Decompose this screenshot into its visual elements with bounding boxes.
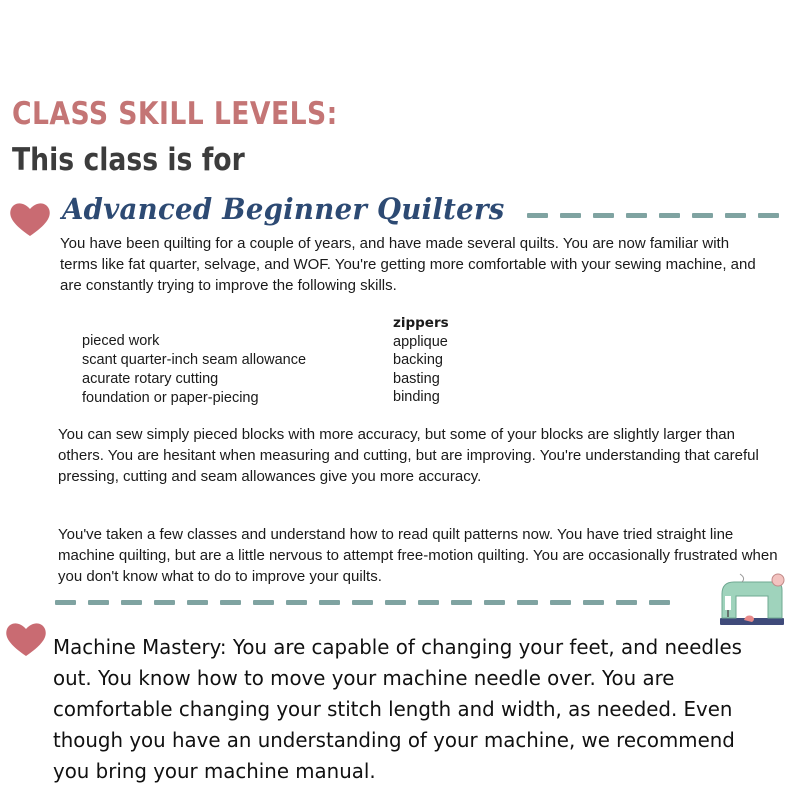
- skill-levels-heading: CLASS SKILL LEVELS:: [12, 96, 338, 132]
- sewing-machine-icon: [716, 572, 786, 633]
- list-item: zippers: [393, 315, 449, 331]
- list-item: scant quarter-inch seam allowance: [82, 352, 307, 368]
- list-item: backing: [393, 352, 443, 368]
- list-item: pieced work: [82, 333, 160, 349]
- section-divider: [55, 600, 670, 605]
- heart-icon: [4, 620, 48, 658]
- accuracy-paragraph: You can sew simply pieced blocks with more accuracy, but some of your blocks are slightly larger than others. You are hesitant when measuring and cutting, but are improving. You're understanding that careful pressing, cutting and seam allowances give you more accuracy.: [58, 426, 759, 485]
- list-item: foundation or paper-piecing: [82, 390, 259, 406]
- list-item: binding: [393, 389, 440, 405]
- skills-list-right: [393, 314, 449, 407]
- skills-list-left: [82, 332, 306, 408]
- heart-icon: [8, 200, 52, 238]
- level-title: Advanced Beginner Quilters: [62, 192, 505, 226]
- intro-paragraph: You have been quilting for a couple of years, and have made several quilts. You are now familiar with terms like fat quarter, selvage, and WOF. You're getting more comfortable with your sewing machine, and are constantly trying to improve the following skills.: [60, 235, 756, 294]
- title-divider: [527, 213, 779, 218]
- list-item: basting: [393, 370, 440, 387]
- classes-paragraph: You've taken a few classes and understand how to read quilt patterns now. You have tried straight line machine quilting, but are a little nervous to attempt free-motion quilting. You are occasionally frustrated when you don't know what to do to improve your quilts.: [58, 526, 778, 585]
- list-item: applique: [393, 333, 448, 350]
- list-item: acurate rotary cutting: [82, 371, 219, 387]
- machine-mastery-text: Machine Mastery: You are capable of changing your feet, and needles out. You know how to move your machine needle over. You are comfortable changing your stitch length and width, as needed. Even though you have an understanding of your machine, we recommend you bring your machine manual.: [53, 635, 742, 783]
- class-for-heading: This class is for: [12, 142, 245, 178]
